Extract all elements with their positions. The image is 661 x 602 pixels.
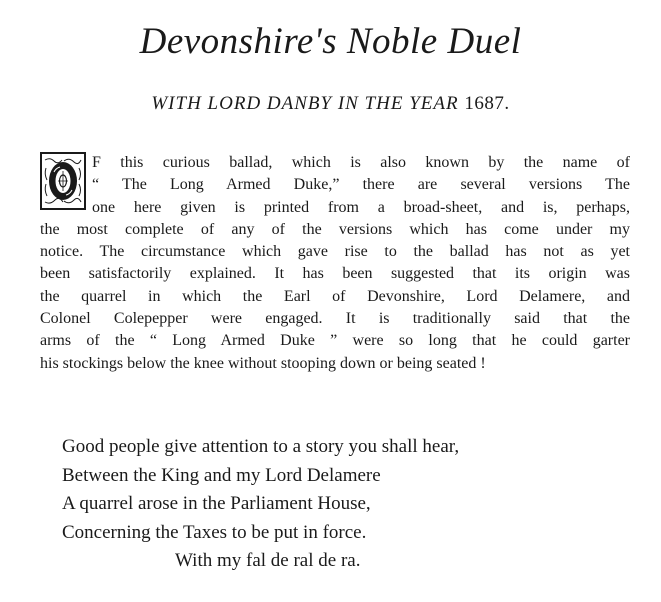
page-title: Devonshire's Noble Duel	[139, 21, 522, 62]
subtitle-year: 1687.	[464, 93, 510, 114]
poem-line: A quarrel arose in the Parliament House,	[62, 493, 371, 514]
intro-line: one here given is printed from a broad-sheet, and is, perhaps,	[92, 198, 630, 216]
intro-line: his stockings below the knee without stooping down or being seated !	[40, 354, 486, 372]
drop-cap-ornament-icon	[42, 154, 84, 208]
intro-line: the most complete of any of the versions which has come under my	[40, 220, 630, 238]
poem-line: Concerning the Taxes to be put in force.	[62, 521, 367, 543]
intro-line: arms of the “ Long Armed Duke ” were so long that he could garter	[40, 332, 630, 350]
poem-line: Between the King and my Lord Delamere	[62, 464, 381, 486]
intro-line: Colonel Colepepper were engaged. It is traditionally said that the	[40, 310, 630, 328]
poem-line: Good people give attention to a story you shall hear,	[62, 436, 460, 457]
intro-line: notice. The circumstance which gave rise to the ballad has not as yet	[40, 243, 630, 261]
subtitle-text: WITH LORD DANBY IN THE YEAR	[151, 93, 459, 114]
page-subtitle	[0, 92, 661, 116]
intro-line: been satisfactorily explained. It has been suggested that its origin was	[40, 265, 630, 283]
intro-paragraph	[40, 152, 630, 375]
poem-stanza	[62, 433, 459, 576]
decorative-drop-cap	[40, 152, 86, 210]
intro-line: “ The Long Armed Duke,” there are several versions The	[92, 176, 630, 194]
intro-line: the quarrel in which the Earl of Devonshire, Lord Delamere, and	[40, 287, 630, 305]
poem-refrain: With my fal de ral de ra.	[175, 550, 361, 571]
intro-line: F this curious ballad, which is also known by the name of	[92, 154, 630, 171]
